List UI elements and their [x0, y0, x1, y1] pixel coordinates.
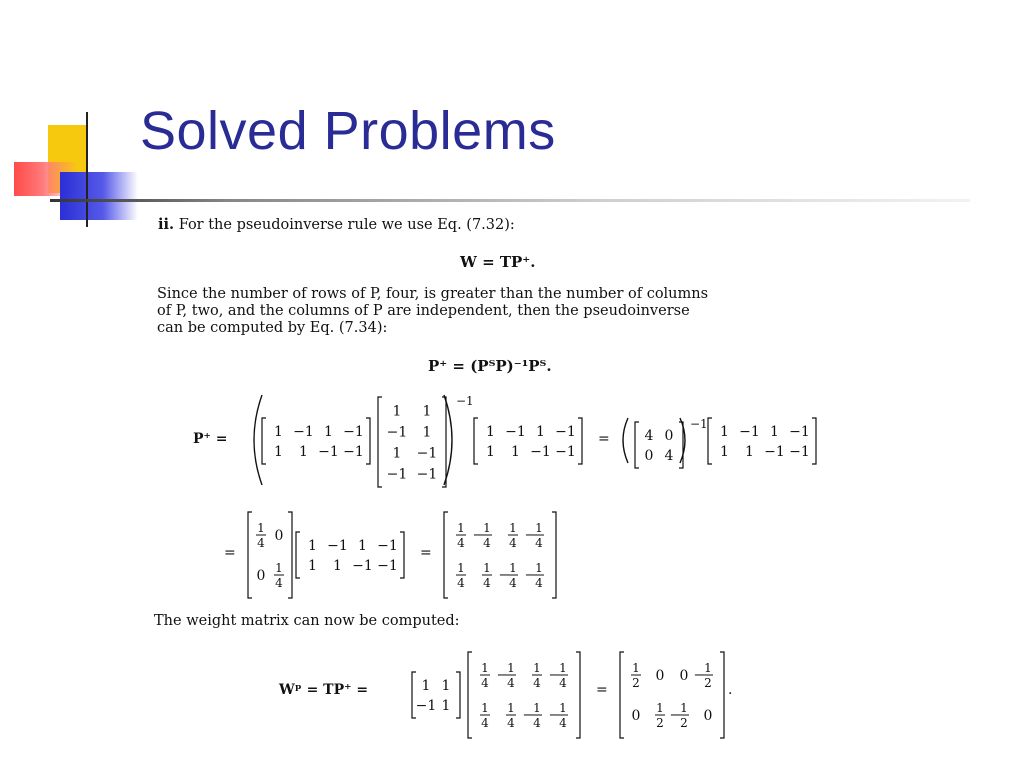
svg-text:1: 1: [483, 521, 491, 535]
matrix-cell: 0: [256, 568, 266, 584]
matrix-cell: [456, 521, 466, 550]
matrix-cell: −1: [530, 444, 551, 460]
svg-text:1: 1: [656, 701, 664, 715]
matrix-cell: [694, 661, 713, 690]
matrix-cell: −1: [377, 558, 398, 574]
paragraph-line-2: of P, two, and the columns of P are independent, then the pseudoinverse: [157, 303, 690, 319]
matrix-cell: −1: [555, 424, 576, 440]
svg-text:−: −: [472, 528, 484, 543]
matrix-p-plus-bracket-right: [552, 512, 556, 598]
svg-text:1: 1: [457, 561, 465, 575]
matrix-t: [412, 672, 460, 718]
matrix-ptp-inverse-bracket-left: [248, 512, 252, 598]
exponent-minus-one-a: −1: [456, 394, 474, 408]
matrix-ptp-inverse-bracket-right: [288, 512, 292, 598]
matrix-p-transpose-2-bracket-left: [474, 418, 478, 464]
svg-text:−: −: [669, 708, 681, 723]
paragraph-line-3: can be computed by Eq. (7.34):: [157, 320, 388, 336]
matrix-cell: [532, 661, 542, 690]
equals-1: =: [598, 431, 610, 447]
svg-text:4: 4: [481, 676, 489, 690]
matrix-cell: 1: [421, 678, 431, 694]
svg-text:4: 4: [533, 676, 541, 690]
svg-text:4: 4: [483, 536, 491, 550]
svg-text:−: −: [548, 708, 560, 723]
matrix-p-bracket-right: [442, 397, 446, 487]
svg-text:−: −: [693, 668, 705, 683]
svg-text:−: −: [524, 528, 536, 543]
slide-title: Solved Problems: [140, 101, 556, 161]
matrix-cell: −1: [343, 424, 364, 440]
svg-text:1: 1: [275, 561, 283, 575]
svg-text:2: 2: [656, 716, 664, 730]
matrix-cell: 1: [299, 444, 308, 460]
matrix-cell: 0: [644, 448, 654, 464]
svg-text:1: 1: [533, 661, 541, 675]
svg-text:1: 1: [457, 521, 465, 535]
matrix-p: [378, 397, 446, 487]
matrix-cell: 1: [720, 444, 729, 460]
matrix-cell: [670, 701, 689, 730]
matrix-cell: 1: [486, 424, 495, 440]
matrix-cell: −1: [343, 444, 364, 460]
svg-text:1: 1: [257, 521, 265, 535]
matrix-cell: 4: [644, 428, 654, 444]
matrix-p-transpose-4-bracket-right: [400, 532, 404, 578]
matrix-p-transpose-2-bracket-right: [578, 418, 582, 464]
matrix-cell: −1: [293, 424, 314, 440]
matrix-cell: [525, 521, 544, 550]
intro-text: For the pseudoinverse rule we use Eq. (7.32):: [178, 217, 515, 233]
svg-text:1: 1: [535, 521, 543, 535]
svg-text:4: 4: [507, 716, 515, 730]
svg-text:1: 1: [507, 661, 515, 675]
matrix-t-bracket-right: [456, 672, 460, 718]
matrix-w-bracket-left: [620, 652, 624, 738]
svg-text:4: 4: [559, 716, 567, 730]
matrix-cell: [508, 521, 518, 550]
matrix-p-plus-bracket-left: [444, 512, 448, 598]
matrix-p-plus-2-bracket-right: [576, 652, 580, 738]
matrix-cell: [256, 521, 266, 550]
matrix-cell: 1: [536, 424, 545, 440]
matrix-w: [620, 652, 724, 738]
wp-label: Wᵖ = TP⁺ =: [279, 682, 369, 698]
matrix-p-plus-2-bracket-left: [468, 652, 472, 738]
matrix-cell: 0: [631, 708, 641, 724]
svg-text:4: 4: [457, 576, 465, 590]
svg-text:1: 1: [632, 661, 640, 675]
pplus-label: P⁺ =: [193, 431, 228, 447]
matrix-cell: 1: [770, 424, 779, 440]
matrix-cell: −1: [386, 424, 408, 441]
equals-4: =: [596, 682, 608, 698]
matrix-cell: −1: [352, 558, 373, 574]
matrix-cell: 1: [358, 538, 367, 554]
svg-text:4: 4: [559, 676, 567, 690]
matrix-cell: 1: [308, 538, 317, 554]
weight-text: The weight matrix can now be computed:: [154, 613, 460, 629]
matrix-cell: −1: [416, 466, 438, 483]
svg-text:−: −: [498, 568, 510, 583]
svg-text:4: 4: [535, 536, 543, 550]
matrix-cell: 1: [274, 444, 283, 460]
svg-text:4: 4: [275, 576, 283, 590]
matrix-cell: −1: [415, 698, 437, 714]
matrix-cell: 1: [422, 403, 432, 420]
matrix-cell: −1: [739, 424, 760, 440]
svg-text:4: 4: [257, 536, 265, 550]
matrix-cell: 1: [333, 558, 342, 574]
matrix-cell: −1: [416, 445, 438, 462]
matrix-cell: 1: [441, 678, 451, 694]
svg-text:4: 4: [509, 576, 517, 590]
matrix-cell: 1: [422, 424, 432, 441]
matrix-p-transpose-4-bracket-left: [296, 532, 300, 578]
matrix-cell: [482, 561, 492, 590]
matrix-cell: −1: [386, 466, 408, 483]
svg-text:1: 1: [559, 661, 567, 675]
svg-text:4: 4: [533, 716, 541, 730]
equals-3: =: [420, 545, 432, 561]
matrix-p-transpose-2: [474, 418, 582, 464]
matrix-p-transpose-3-bracket-left: [708, 418, 712, 464]
matrix-cell: −1: [789, 444, 810, 460]
matrix-cell: [497, 661, 516, 690]
matrix-cell: 0: [274, 528, 284, 544]
matrix-cell: −1: [505, 424, 526, 440]
matrix-ptp: [635, 422, 683, 468]
exponent-minus-one-b: −1: [690, 417, 708, 431]
matrix-cell: 1: [486, 444, 495, 460]
svg-text:1: 1: [680, 701, 688, 715]
matrix-cell: 0: [655, 668, 665, 684]
matrix-ptp-inverse: [248, 512, 292, 598]
matrix-p-plus-2: [468, 652, 580, 738]
big-paren-left: [254, 395, 262, 485]
matrix-p-transpose-4: [296, 532, 404, 578]
svg-text:1: 1: [704, 661, 712, 675]
matrix-cell: [549, 701, 568, 730]
matrix-cell: −1: [555, 444, 576, 460]
matrix-p-transpose-3: [708, 418, 816, 464]
matrix-cell: 1: [392, 403, 402, 420]
matrix-p-bracket-left: [378, 397, 382, 487]
part-marker: ii.: [158, 216, 175, 233]
matrix-cell: 1: [511, 444, 520, 460]
svg-text:4: 4: [481, 716, 489, 730]
matrix-cell: [456, 561, 466, 590]
matrix-cell: [523, 701, 542, 730]
big-paren-right: [444, 395, 452, 485]
matrix-cell: 1: [308, 558, 317, 574]
matrix-cell: 1: [274, 424, 283, 440]
matrix-cell: −1: [789, 424, 810, 440]
matrix-cell: −1: [318, 444, 339, 460]
matrix-cell: [473, 521, 492, 550]
matrix-cell: −1: [377, 538, 398, 554]
matrix-p-transpose-bracket-left: [262, 418, 266, 464]
svg-text:1: 1: [559, 701, 567, 715]
svg-text:2: 2: [680, 716, 688, 730]
paren-left-2: [623, 418, 628, 463]
matrix-p-transpose-bracket-right: [366, 418, 370, 464]
matrix-cell: 1: [745, 444, 754, 460]
matrix-cell: 0: [679, 668, 689, 684]
svg-text:−: −: [524, 568, 536, 583]
matrix-p-transpose-3-bracket-right: [812, 418, 816, 464]
matrix-cell: 1: [720, 424, 729, 440]
svg-text:1: 1: [507, 701, 515, 715]
matrix-cell: −1: [764, 444, 785, 460]
matrix-cell: 1: [392, 445, 402, 462]
svg-text:−: −: [548, 668, 560, 683]
paragraph-line-1: Since the number of rows of P, four, is greater than the number of columns: [157, 286, 709, 302]
equals-2: =: [224, 545, 236, 561]
svg-text:4: 4: [509, 536, 517, 550]
matrix-w-bracket-right: [720, 652, 724, 738]
matrix-cell: [506, 701, 516, 730]
matrix-cell: [499, 561, 518, 590]
svg-text:2: 2: [632, 676, 640, 690]
matrix-cell: 1: [324, 424, 333, 440]
svg-text:1: 1: [481, 661, 489, 675]
equation-pinv-formula: P⁺ = (PᵀP)⁻¹Pᵀ.: [428, 357, 552, 375]
svg-text:1: 1: [533, 701, 541, 715]
svg-text:−: −: [522, 708, 534, 723]
svg-text:4: 4: [457, 536, 465, 550]
matrix-p-plus: [444, 512, 556, 598]
matrix-ptp-bracket-left: [635, 422, 639, 468]
svg-text:1: 1: [481, 701, 489, 715]
svg-text:1: 1: [509, 561, 517, 575]
matrix-cell: 0: [703, 708, 713, 724]
equation-w: W = TP⁺.: [460, 253, 536, 271]
matrix-cell: [525, 561, 544, 590]
matrix-cell: 1: [441, 698, 451, 714]
svg-text:1: 1: [483, 561, 491, 575]
svg-text:1: 1: [509, 521, 517, 535]
svg-text:−: −: [496, 668, 508, 683]
svg-text:4: 4: [483, 576, 491, 590]
svg-text:1: 1: [535, 561, 543, 575]
matrix-cell: −1: [327, 538, 348, 554]
svg-text:4: 4: [507, 676, 515, 690]
matrix-p-transpose: [262, 418, 370, 464]
matrix-cell: 0: [664, 428, 674, 444]
matrix-cell: [480, 701, 490, 730]
matrix-cell: [655, 701, 665, 730]
svg-text:4: 4: [535, 576, 543, 590]
matrix-cell: [549, 661, 568, 690]
matrix-cell: [274, 561, 284, 590]
svg-text:2: 2: [704, 676, 712, 690]
matrix-cell: [480, 661, 490, 690]
matrix-cell: 4: [664, 448, 674, 464]
period-w: .: [728, 682, 733, 698]
matrix-cell: [631, 661, 641, 690]
